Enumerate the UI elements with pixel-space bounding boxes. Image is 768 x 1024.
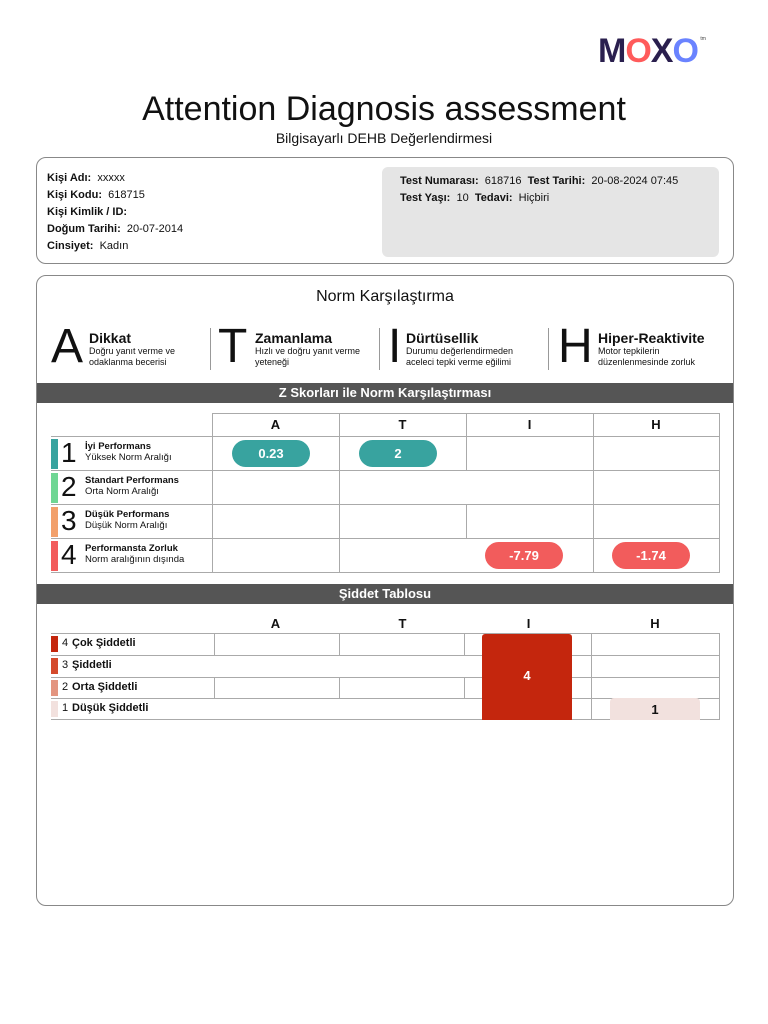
person-dob: 20-07-2014 (126, 223, 184, 235)
person-name: xxxxx (97, 172, 125, 184)
row-color-bar (51, 541, 58, 571)
test-number-label: Test Numarası: (400, 175, 479, 187)
person-code-row (47, 187, 183, 204)
category-name: Dürtüsellik (406, 330, 479, 346)
norm-title: Norm Karşılaştırma (316, 288, 454, 305)
grid-line (591, 633, 592, 720)
severity-section-header: Şiddet Tablosu (37, 584, 733, 604)
zscore-col-i: I (527, 417, 532, 432)
severity-label: Düşük Şiddetli (72, 702, 149, 714)
test-row-2 (400, 190, 701, 207)
severity-col-t: T (398, 616, 407, 631)
grid-line (214, 677, 215, 698)
severity-num: 3 (62, 659, 69, 671)
grid-line (339, 677, 340, 698)
person-info (47, 170, 183, 255)
test-date-label: Test Tarihi: (527, 175, 586, 187)
person-dob-label: Doğum Tarihi: (47, 223, 121, 235)
row-color-bar (51, 507, 58, 537)
category-impulsivity (388, 320, 538, 376)
severity-num: 2 (62, 681, 69, 693)
logo-letter-m: M (598, 32, 626, 70)
severity-num: 4 (62, 637, 69, 649)
grid-line (51, 470, 719, 471)
severity-col-i: I (526, 616, 531, 631)
logo-letter-o2: O (672, 32, 698, 70)
zscore-value-t: 2 (359, 440, 437, 467)
row-color-bar (51, 439, 58, 469)
zscore-value-i: -7.79 (485, 542, 563, 569)
row-number: 3 (61, 505, 77, 536)
test-treatment: Hiçbiri (518, 192, 550, 204)
test-date: 20-08-2024 07:45 (591, 175, 679, 187)
row-number: 2 (61, 471, 77, 502)
severity-swatch (51, 701, 58, 717)
grid-line (719, 633, 720, 720)
category-name: Dikkat (89, 330, 132, 346)
severity-label: Çok Şiddetli (72, 637, 136, 649)
person-gender-row (47, 238, 183, 255)
person-gender-label: Cinsiyet: (47, 240, 94, 252)
grid-line (464, 677, 465, 698)
category-letter: I (388, 320, 402, 373)
row-label: Performansta Zorluk (85, 543, 178, 554)
category-desc: Doğru yanıt verme ve odaklanma becerisi (89, 346, 176, 367)
grid-line (51, 633, 719, 634)
grid-line (51, 436, 719, 437)
row-label: İyi Performans (85, 441, 151, 452)
zscore-value-h: -1.74 (612, 542, 690, 569)
category-divider (210, 328, 211, 370)
test-number: 618716 (484, 175, 522, 187)
row-sublabel: Orta Norm Aralığı (85, 486, 159, 497)
row-color-bar (51, 473, 58, 503)
severity-col-a: A (270, 616, 281, 631)
grid-line (339, 413, 340, 573)
grid-line (212, 413, 213, 573)
zscore-section-header: Z Skorları ile Norm Karşılaştırması (37, 383, 733, 403)
row-number: 4 (61, 539, 77, 570)
zscore-value-a: 0.23 (232, 440, 310, 467)
category-desc: Hızlı ve doğru yanıt verme yeteneği (255, 346, 361, 367)
grid-line (466, 436, 467, 470)
category-name: Zamanlama (255, 330, 333, 346)
person-id-label: Kişi Kimlik / ID: (47, 206, 128, 218)
person-name-row (47, 170, 183, 187)
info-box (36, 157, 734, 264)
severity-swatch (51, 658, 58, 674)
category-letter: T (218, 320, 248, 373)
row-sublabel: Düşük Norm Aralığı (85, 520, 168, 531)
severity-bar-h: 1 (610, 698, 700, 720)
severity-col-h: H (650, 616, 660, 631)
moxo-logo (598, 32, 706, 70)
row-sublabel: Yüksek Norm Aralığı (85, 452, 172, 463)
grid-line (51, 572, 719, 573)
grid-line (51, 677, 719, 678)
results-panel (36, 275, 734, 906)
test-age: 10 (456, 192, 469, 204)
logo-trademark: tm (700, 36, 706, 42)
category-letter: H (558, 320, 593, 373)
severity-num: 1 (62, 702, 69, 714)
row-number: 1 (61, 437, 77, 468)
row-label: Düşük Performans (85, 509, 170, 520)
zscore-col-t: T (398, 417, 407, 432)
category-desc: Motor tepkilerin düzenlenmesinde zorluk (598, 346, 696, 367)
category-desc: Durumu değerlendirmeden aceleci tepki verme eğilimi (406, 346, 514, 367)
grid-line (464, 633, 465, 655)
logo-letter-o: O (625, 32, 651, 70)
category-timing (218, 320, 368, 376)
category-hyperreactivity (558, 320, 728, 376)
page-subtitle: Bilgisayarlı DEHB Değerlendirmesi (275, 130, 493, 146)
category-name: Hiper-Reaktivite (598, 330, 705, 346)
severity-swatch (51, 636, 58, 652)
test-age-label: Test Yaşı: (400, 192, 451, 204)
grid-line (51, 655, 719, 656)
row-sublabel: Norm aralığının dışında (85, 554, 185, 565)
row-label: Standart Performans (85, 475, 179, 486)
person-code-label: Kişi Kodu: (47, 189, 102, 201)
severity-label: Şiddetli (72, 659, 112, 671)
test-info (382, 167, 719, 257)
grid-line (466, 504, 467, 538)
severity-swatch (51, 680, 58, 696)
severity-bar-i: 4 (482, 634, 572, 720)
zscore-col-h: H (651, 417, 661, 432)
grid-line (339, 633, 340, 655)
zscore-col-a: A (270, 417, 281, 432)
logo-letter-x: X (650, 32, 673, 70)
grid-line (719, 413, 720, 573)
grid-line (51, 504, 719, 505)
category-attention (51, 320, 211, 376)
category-divider (548, 328, 549, 370)
severity-label: Orta Şiddetli (72, 681, 138, 693)
person-name-label: Kişi Adı: (47, 172, 92, 184)
page-title: Attention Diagnosis assessment (142, 90, 626, 128)
grid-line (214, 633, 215, 655)
grid-line (593, 413, 594, 573)
person-gender: Kadın (99, 240, 129, 252)
category-divider (379, 328, 380, 370)
test-treatment-label: Tedavi: (474, 192, 513, 204)
grid-line (51, 538, 719, 539)
person-code: 618715 (108, 189, 145, 201)
person-dob-row (47, 221, 183, 238)
person-id-row (47, 204, 183, 221)
category-letter: A (51, 320, 84, 373)
test-row-1 (400, 173, 701, 190)
